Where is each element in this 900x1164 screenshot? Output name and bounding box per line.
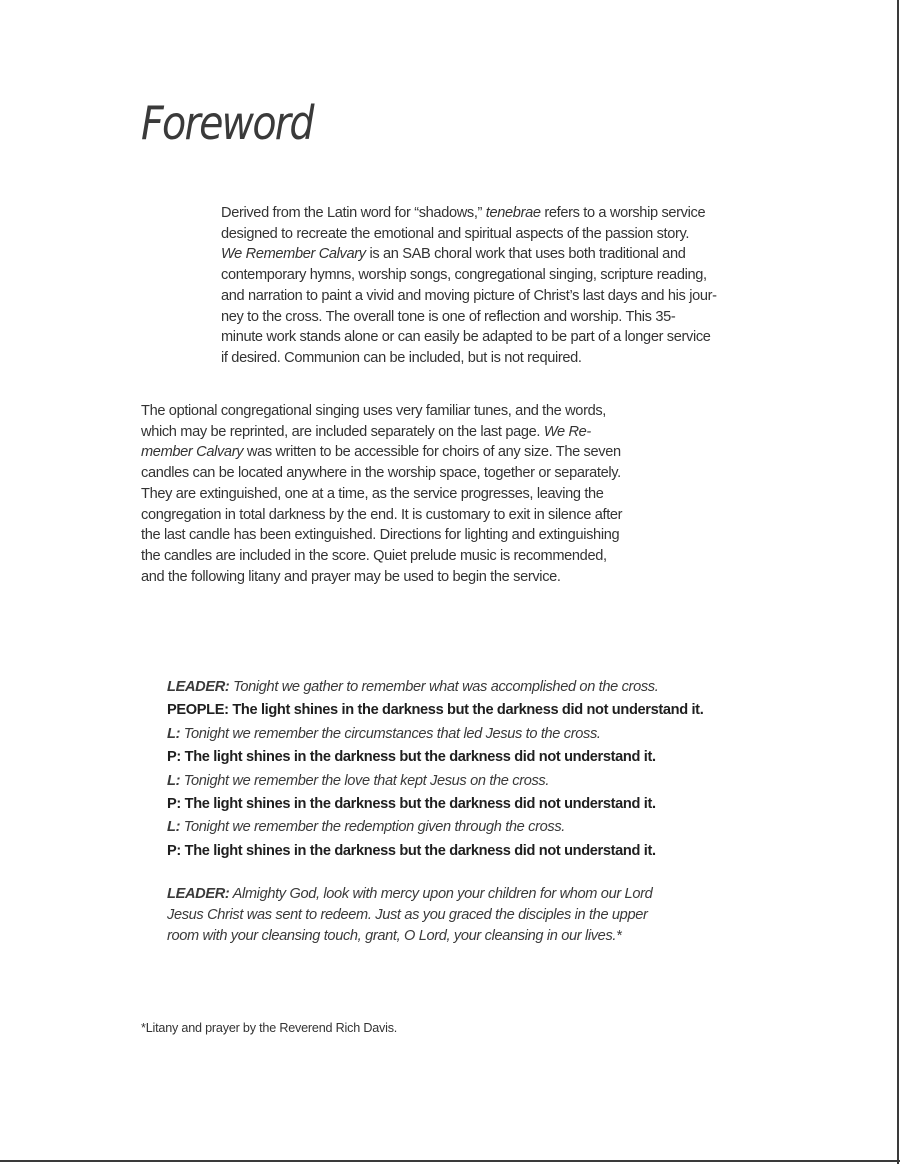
paragraph-line: Derived from the Latin word for “shadows,” tenebrae refers to a worship service (221, 205, 706, 221)
paragraph-line: designed to recreate the emotional and spiritual aspects of the passion story. (221, 225, 690, 242)
paragraph-line: We Remember Calvary is an SAB choral work that uses both traditional and (221, 246, 686, 263)
footnote: *Litany and prayer by the Reverend Rich Davis. (141, 1021, 398, 1035)
paragraph-line: which may be reprinted, are included separately on the last page. We Re- (141, 423, 591, 440)
prayer-line: Jesus Christ was sent to redeem. Just as you graced the disciples in the upper (167, 907, 648, 923)
litany-people-line: PEOPLE: The light shines in the darkness but the darkness did not understand it. (167, 702, 704, 719)
paragraph-line: minute work stands alone or can easily be adapted to be part of a longer service (221, 329, 711, 346)
paragraph-line: if desired. Communion can be included, but is not required. (221, 349, 582, 366)
litany-people-line: P: The light shines in the darkness but the darkness did not understand it. (167, 749, 656, 766)
prayer (167, 884, 727, 947)
paragraph-line: contemporary hymns, worship songs, congregational singing, scripture reading, (221, 267, 707, 284)
paragraph-line: candles can be located anywhere in the worship space, together or separately. (141, 465, 621, 482)
litany-leader-line: L: Tonight we remember the redemption given through the cross. (167, 819, 565, 836)
litany (167, 676, 767, 863)
paragraph-line: and the following litany and prayer may be used to begin the service. (141, 568, 561, 585)
litany-people-line: P: The light shines in the darkness but the darkness did not understand it. (167, 842, 656, 859)
paragraph-line: ney to the cross. The overall tone is one of reflection and worship. This 35- (221, 308, 676, 325)
paragraph-line: the candles are included in the score. Quiet prelude music is recommended, (141, 547, 607, 564)
page-border-right (897, 0, 899, 1164)
page-title: Foreword (141, 96, 313, 150)
instructions-paragraph (141, 401, 651, 587)
litany-leader-line: L: Tonight we remember the love that kept Jesus on the cross. (167, 772, 550, 789)
paragraph-line: the last candle has been extinguished. Directions for lighting and extinguishing (141, 527, 620, 544)
paragraph-line: and narration to paint a vivid and moving picture of Christ’s last days and his jour- (221, 287, 717, 304)
paragraph-line: They are extinguished, one at a time, as the service progresses, leaving the (141, 485, 604, 502)
litany-leader-line: L: Tonight we remember the circumstances that led Jesus to the cross. (167, 725, 601, 742)
litany-leader-line: LEADER: Tonight we gather to remember what was accomplished on the cross. (167, 679, 659, 695)
page-border-bottom (0, 1160, 900, 1162)
paragraph-line: member Calvary was written to be accessible for choirs of any size. The seven (141, 444, 621, 461)
paragraph-line: congregation in total darkness by the end. It is customary to exit in silence after (141, 506, 623, 523)
intro-paragraph (221, 203, 731, 369)
prayer-line: LEADER: Almighty God, look with mercy upon your children for whom our Lord (167, 886, 653, 902)
litany-people-line: P: The light shines in the darkness but the darkness did not understand it. (167, 795, 656, 812)
paragraph-line: The optional congregational singing uses very familiar tunes, and the words, (141, 403, 607, 419)
prayer-line: room with your cleansing touch, grant, O Lord, your cleansing in our lives.* (167, 928, 622, 944)
